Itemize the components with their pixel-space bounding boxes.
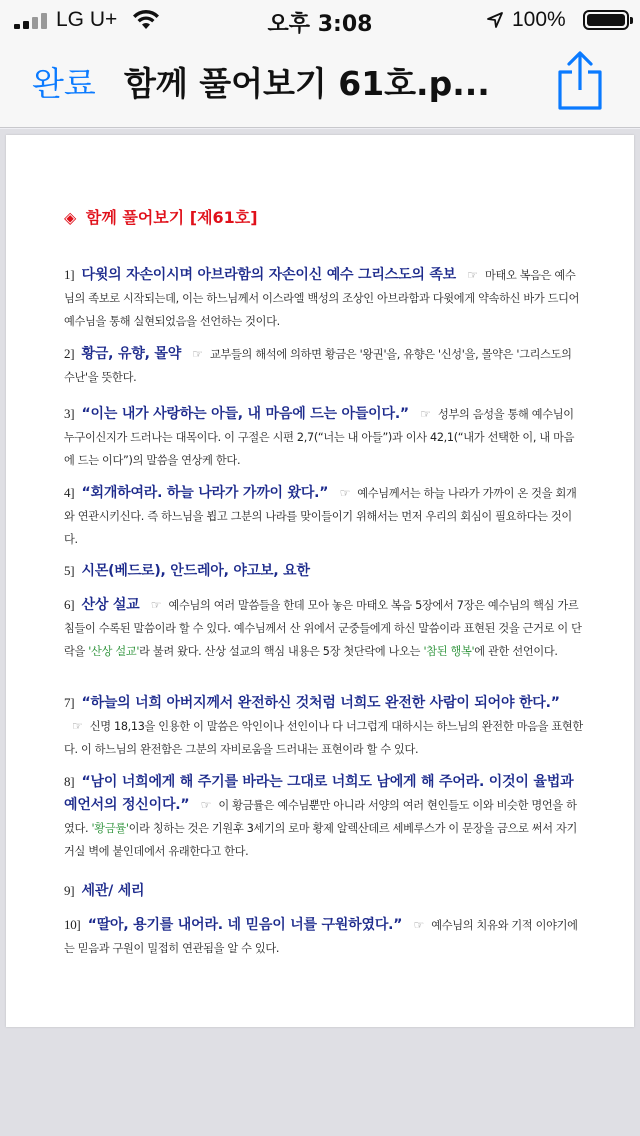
item-text-a: 이 황금률은 예수님뿐만 아니라 서양의 여러 현인들도 이와 비슷한 명언을 하였다.: [64, 799, 577, 835]
item-heading: 산상 설교: [81, 597, 140, 613]
item-text: 마태오 복음은 예수님의 족보로 시작되는데, 이는 하느님께서 이스라엘 백성의 조상인 아브라함과 다윗에게 약속하신 바가 드디어 예수님을 통해 실현되었음을 선언하는 것이다.: [64, 269, 580, 328]
highlight-term: '참된 행복': [423, 645, 475, 658]
item-text: 예수님께서는 하늘 나라가 가까이 온 것을 회개와 연관시키신다. 즉 하느님을 뵙고 그분의 나라를 맞이들이기 위해서는 먼저 우리의 회심이 필요하다는 것이다.: [64, 487, 577, 546]
item-text-b: 라 불려 왔다. 산상 설교의 핵심 내용은 5장 첫단락에 나오는: [139, 645, 424, 658]
pointing-hand-icon: ☞: [72, 719, 83, 733]
item-heading: “회개하여라. 하늘 나라가 가까이 왔다.”: [81, 485, 329, 501]
list-item-9: [64, 879, 584, 903]
item-text: 성부의 음성을 통해 예수님이 누구이신지가 드러나는 대목이다. 이 구절은 시편 2,7(“너는 내 아들”)과 이사 42,1(“내가 선택한 이, 내 마음에 드는 이다”)의 말씀을 연상케 한다.: [64, 408, 575, 467]
page-heading: [64, 205, 258, 228]
document-title: 함께 풀어보기 61호.p...: [124, 64, 490, 103]
item-number: 3]: [64, 406, 75, 421]
item-number: 1]: [64, 267, 75, 282]
item-heading: 세관/ 세리: [81, 883, 145, 899]
list-item-1: [64, 263, 584, 333]
pointing-hand-icon: ☞: [339, 486, 351, 500]
item-text: 교부들의 해석에 의하면 황금은 '왕권'을, 유향은 '신성'을, 몰약은 '그리스도의 수난'을 뜻한다.: [64, 348, 572, 384]
share-icon[interactable]: [552, 50, 608, 112]
navigation-bar: [0, 40, 640, 128]
list-item-10: [64, 913, 584, 960]
pointing-hand-icon: ☞: [413, 918, 424, 932]
item-number: 4]: [64, 485, 75, 500]
item-text-b: 이라 칭하는 것은 기원후 3세기의 로마 황제 알렉산데르 세베루스가 이 문장을 금으로 써서 자기 거실 벽에 붙인데에서 유래한다고 한다.: [64, 822, 578, 858]
heading-text: 함께 풀어보기 [제61호]: [85, 208, 258, 227]
item-heading: “하늘의 너희 아버지께서 완전하신 것처럼 너희도 완전한 사람이 되어야 한다.”: [81, 695, 560, 711]
pdf-page: [6, 135, 634, 1027]
list-item-7: [64, 691, 584, 761]
item-number: 10]: [64, 917, 81, 932]
item-text-a: 예수님의 여러 말씀들을 한데 모아 놓은 마태오 복음 5장에서 7장은 예수님의 핵심 가르침들이 수록된 말씀이라 할 수 있다. 예수님께서 산 위에서 군중들에게 하신 말씀이라 표현된 것을 근거로 이 단락을: [64, 599, 582, 658]
list-item-8: [64, 770, 584, 863]
pointing-hand-icon: ☞: [420, 407, 431, 421]
item-number: 2]: [64, 346, 75, 361]
item-text: 예수님의 치유와 기적 이야기에는 믿음과 구원이 밀접히 연관됨을 알 수 있다.: [64, 919, 578, 955]
location-arrow-icon: [486, 11, 504, 29]
highlight-term: '황금률': [91, 822, 129, 835]
list-item-2: [64, 342, 584, 389]
list-item-4: [64, 481, 584, 551]
item-text-c: 에 관한 선언이다.: [474, 645, 558, 658]
item-heading: 황금, 유향, 몰약: [81, 346, 182, 362]
done-button[interactable]: 완료: [32, 64, 96, 103]
diamond-icon: ◈: [64, 208, 77, 227]
pointing-hand-icon: ☞: [467, 268, 478, 282]
battery-icon: [583, 10, 629, 30]
item-heading: 시몬(베드로), 안드레아, 야고보, 요한: [81, 563, 310, 579]
list-item-6: [64, 593, 584, 663]
item-number: 9]: [64, 883, 75, 898]
item-number: 8]: [64, 774, 75, 789]
highlight-term: '산상 설교': [88, 645, 140, 658]
list-item-3: [64, 402, 584, 472]
item-text: 신명 18,13을 인용한 이 말씀은 악인이나 선인이나 다 너그럽게 대하시는 하느님의 완전한 마음을 표현한다. 이 하느님의 완전함은 그분의 자비로움을 드러내는 표현이라 할 수 있다.: [64, 720, 583, 756]
status-bar: [0, 0, 640, 40]
battery-percent: 100%: [512, 8, 566, 31]
item-heading: “남이 너희에게 해 주기를 바라는 그대로 너희도 남에게 해 주어라. 이것이 율법과 예언서의 정신이다.”: [64, 774, 574, 813]
pointing-hand-icon: ☞: [200, 798, 212, 812]
pointing-hand-icon: ☞: [150, 598, 162, 612]
carrier-label: LG U+: [56, 8, 118, 31]
pdf-viewer[interactable]: [0, 129, 640, 1136]
status-time: 오후 3:08: [267, 12, 373, 37]
item-number: 5]: [64, 563, 75, 578]
list-item-5: [64, 559, 584, 583]
pointing-hand-icon: ☞: [192, 347, 203, 361]
item-number: 7]: [64, 695, 75, 710]
item-heading: 다윗의 자손이시며 아브라함의 자손이신 예수 그리스도의 족보: [81, 267, 456, 283]
item-heading: “딸아, 용기를 내어라. 네 믿음이 너를 구원하였다.”: [87, 917, 403, 933]
item-number: 6]: [64, 597, 75, 612]
item-heading: “이는 내가 사랑하는 아들, 내 마음에 드는 아들이다.”: [81, 406, 409, 422]
